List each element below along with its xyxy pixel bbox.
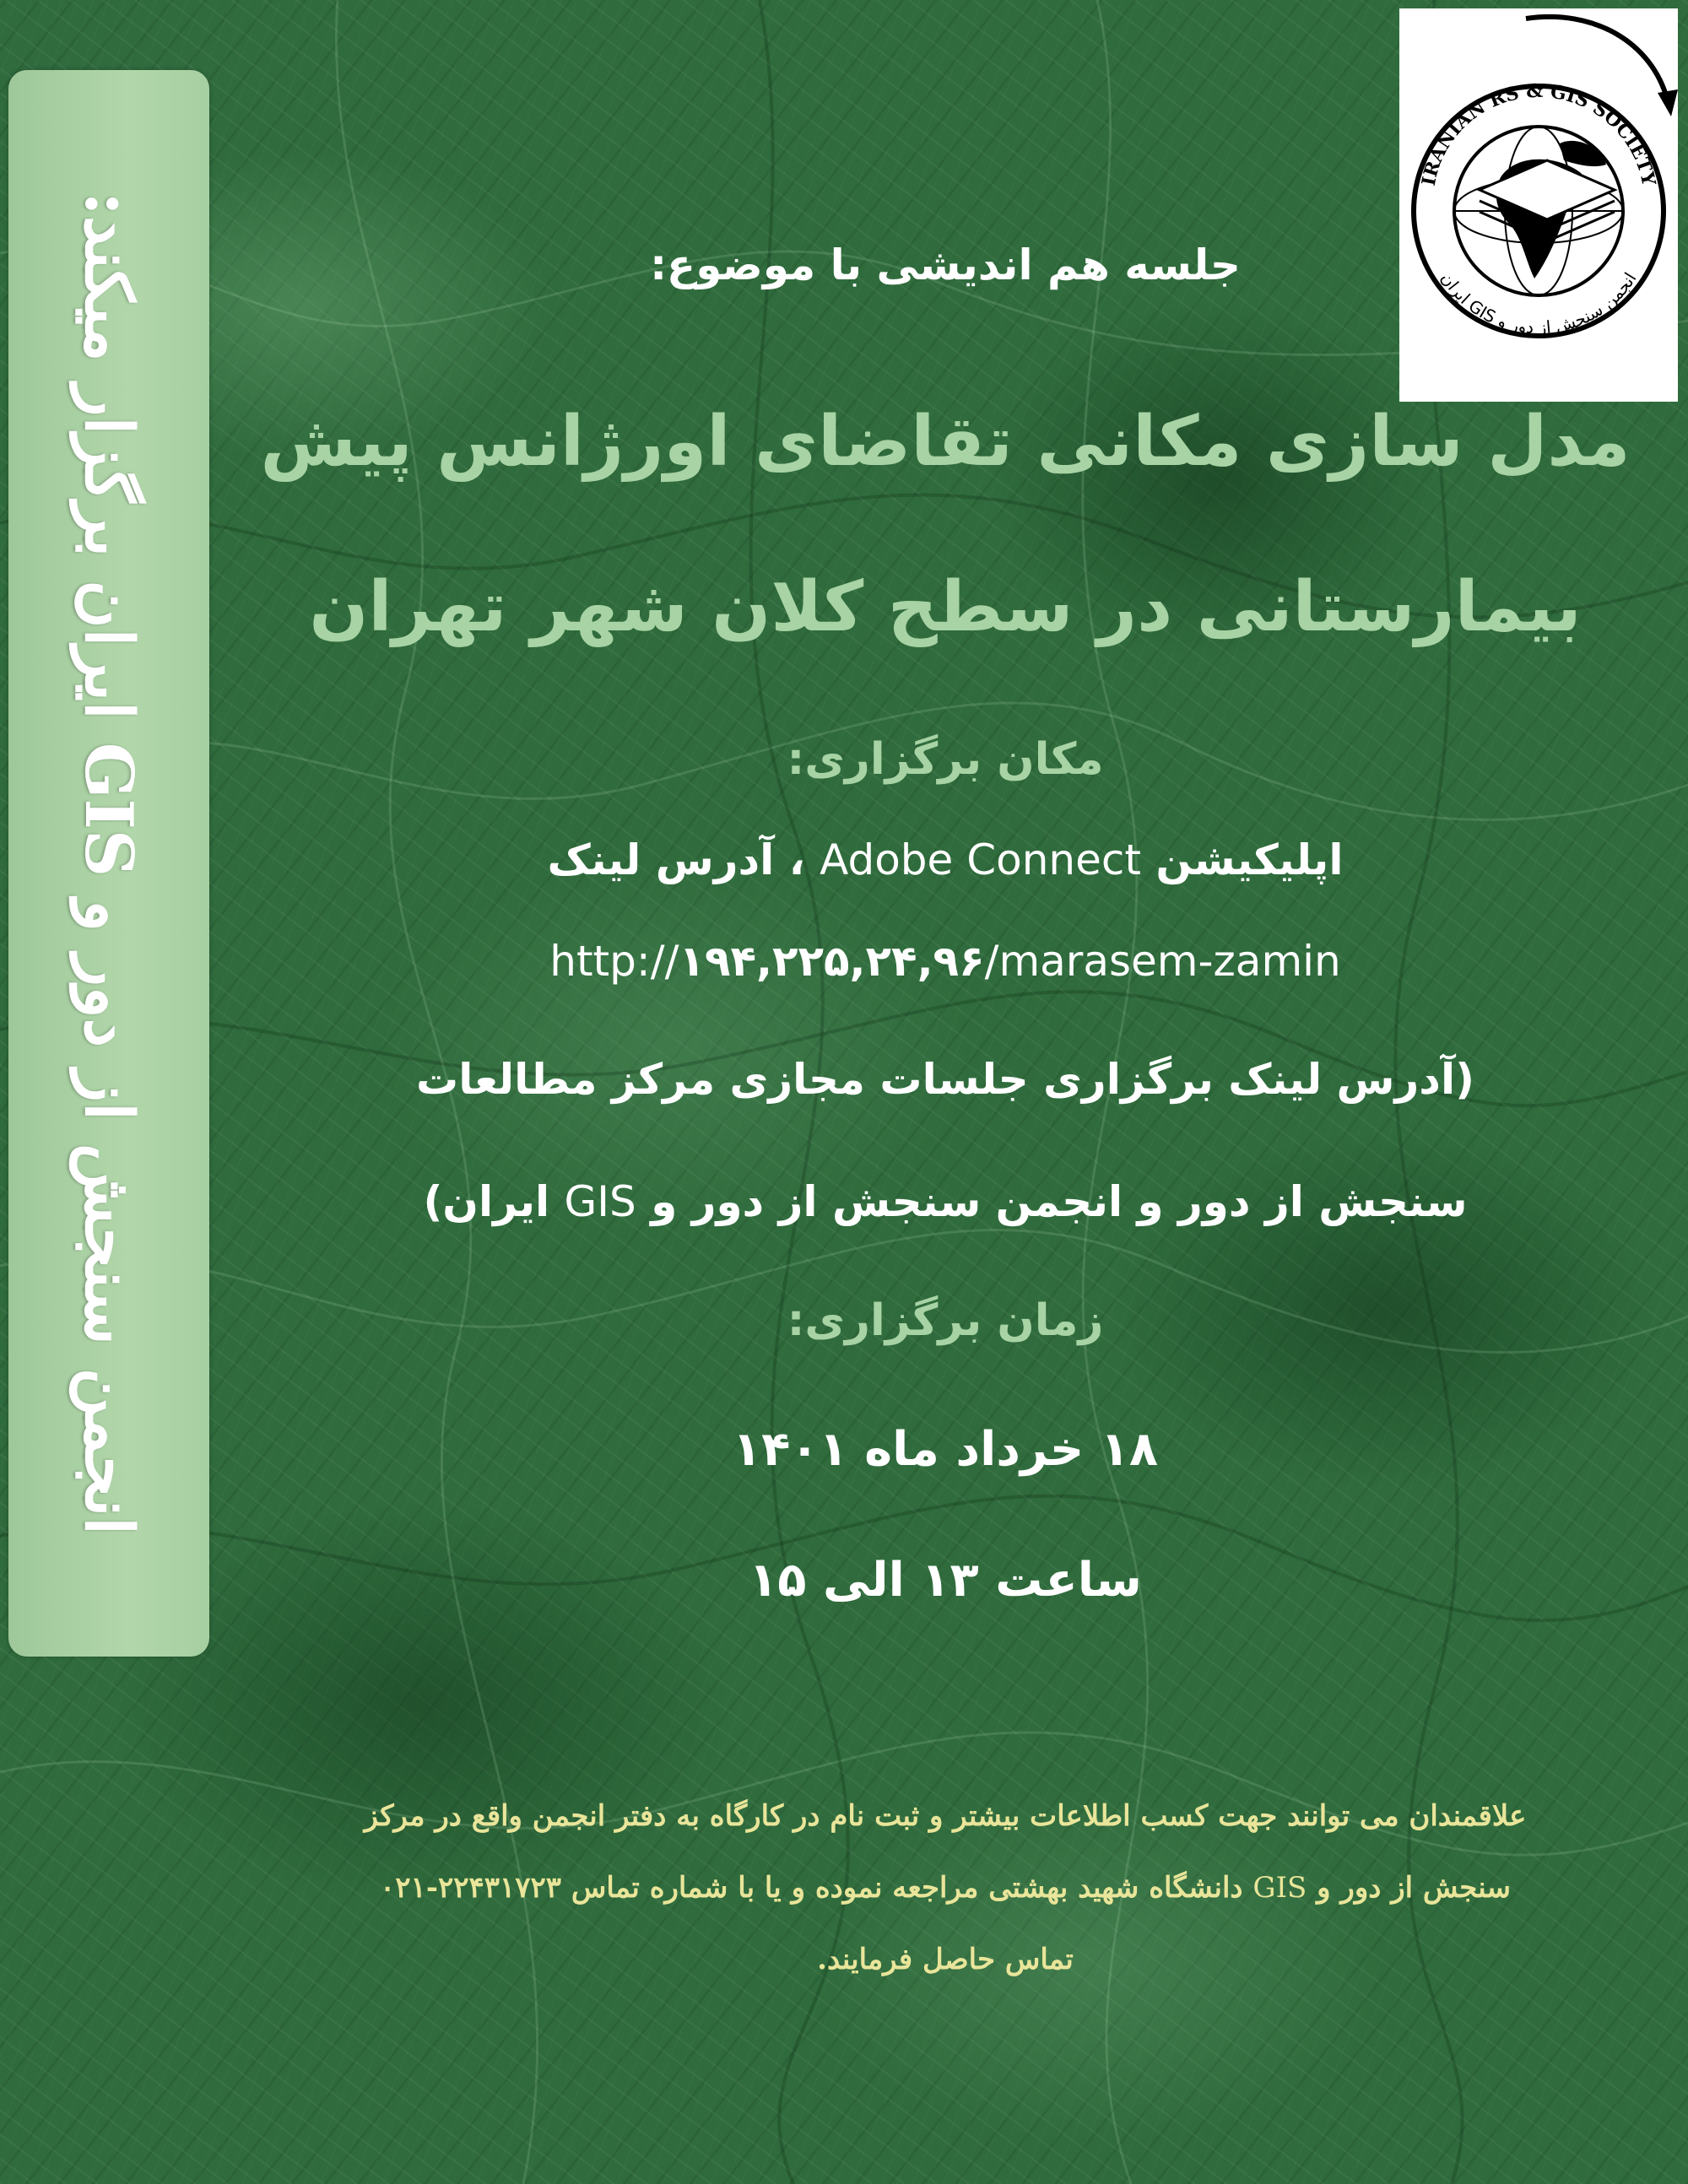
info-gis: GIS: [1252, 1871, 1307, 1905]
contact-info-line-3: تماس حاصل فرمایند.: [817, 1943, 1074, 1976]
app-suffix: ، آدرس لینک: [547, 835, 805, 884]
note-text-a: سنجش از دور و انجمن سنجش از دور و: [651, 1177, 1468, 1226]
note-text-b: ایران): [423, 1177, 550, 1226]
note-gis: GIS: [564, 1177, 636, 1226]
contact-info-line-1: علاقمندان می توانند جهت کسب اطلاعات بیشتر و ثبت نام در کارگاه به دفتر انجمن واقع در مرکز: [364, 1799, 1527, 1833]
poster-content: [219, 0, 1671, 2184]
venue-label: مکان برگزاری:: [787, 734, 1104, 785]
app-prefix: اپلیکیشن: [1155, 835, 1344, 884]
schedule-label: زمان برگزاری:: [787, 1295, 1104, 1346]
event-date: ۱۸ خرداد ماه ۱۴۰۱: [732, 1422, 1159, 1477]
sidebar-organizer-text: انجمن سنجش از دور و GIS ایران برگزار میکند:: [70, 192, 148, 1535]
contact-info-line-2: [219, 1871, 1671, 1922]
logo-persian-text: انجمن سنجش از دور و GIS ایران: [1436, 268, 1641, 338]
logo-english-text: IRANIAN RS & GIS SOCIETY: [1417, 79, 1660, 188]
venue-application: [219, 835, 1671, 903]
meeting-link[interactable]: [219, 937, 1671, 1004]
info-text-a: سنجش از دور و: [1317, 1871, 1511, 1905]
event-hours: ساعت ۱۳ الی ۱۵: [749, 1553, 1142, 1608]
app-name: Adobe Connect: [820, 835, 1141, 884]
event-title-line-2: بیمارستانی در سطح کلان شهر تهران: [309, 567, 1582, 647]
venue-note-line-2: [219, 1177, 1671, 1245]
venue-note-line-1: (آدرس لینک برگزاری جلسات مجازی مرکز مطالعات: [416, 1055, 1474, 1104]
event-title-line-1: مدل سازی مکانی تقاضای اورژانس پیش: [260, 402, 1631, 482]
link-path[interactable]: /marasem-zamin: [984, 937, 1341, 986]
link-scheme[interactable]: http://: [549, 937, 679, 986]
info-text-b: دانشگاه شهید بهشتی مراجعه نموده و یا با شماره تماس ۲۲۴۳۱۷۲۳-۰۲۱: [380, 1871, 1243, 1905]
link-host[interactable]: ۱۹۴,۲۲۵,۲۴,۹۶: [679, 937, 985, 986]
event-subtitle: جلسه هم اندیشی با موضوع:: [650, 241, 1241, 289]
